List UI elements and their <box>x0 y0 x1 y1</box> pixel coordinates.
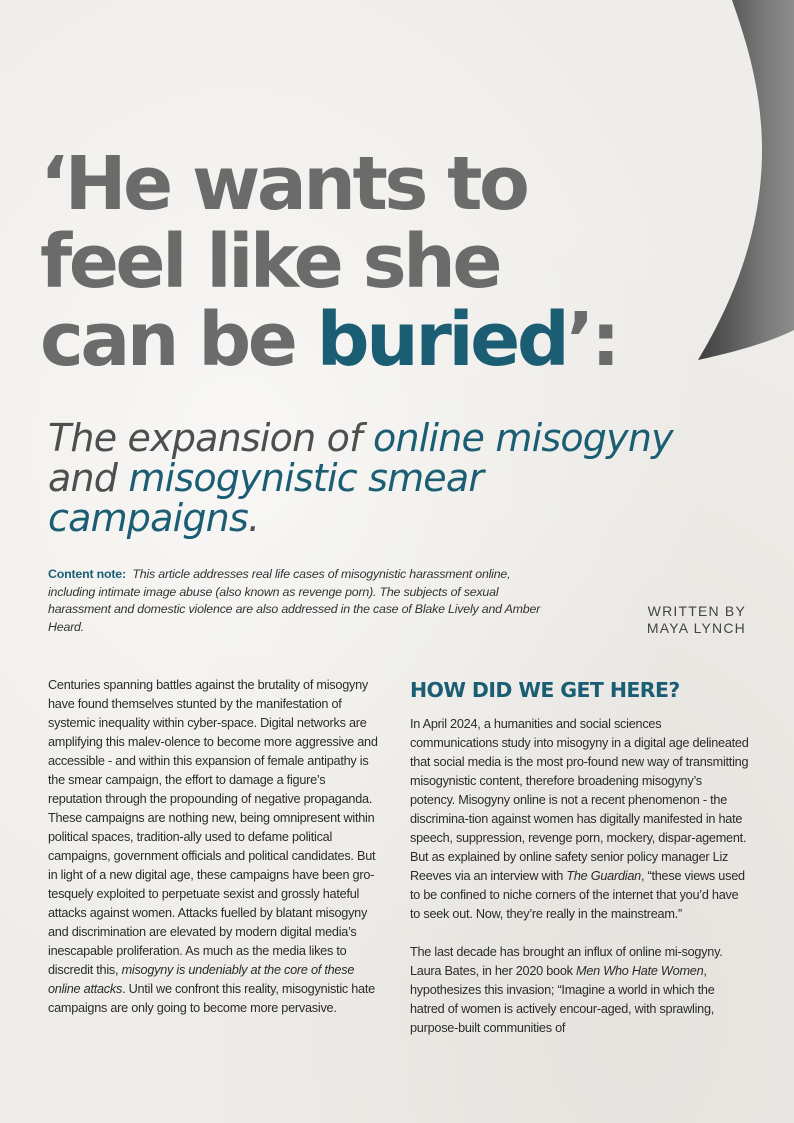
section-heading: HOW DID WE GET HERE? <box>410 678 680 702</box>
byline <box>647 603 746 637</box>
right-paragraph-1 <box>410 715 750 924</box>
headline <box>40 141 740 383</box>
left-column <box>48 676 378 1018</box>
content-note-text: This article addresses real life cases of misogynistic harassment online, including intimate image abuse (also known as revenge porn). The subjects of sexual harassment and domestic violence are also addressed in the case of Blake Lively and Amber Heard. <box>48 567 541 634</box>
headline-line-3 <box>40 297 740 383</box>
headline-line-1: ‘He wants to <box>40 141 527 227</box>
subheadline-accent-2: misogynistic smear campaigns <box>48 456 484 540</box>
right-paragraph-2 <box>410 943 750 1038</box>
subheadline <box>48 418 688 538</box>
right-paragraph-2-text: The last decade has brought an influx of online mi-sogyny. Laura Bates, in her 2020 book <box>410 945 723 978</box>
right-paragraph-1-end: , “these views used to be confined to niche corners of the internet that you’d have to seek out. Now, they’re really in the mainstream.” <box>410 869 745 921</box>
right-paragraph-2-end: , hypothesizes this invasion; “Imagine a world in which the hatred of women is actively encour-aged, with sprawling, purpose-built communities of <box>410 964 715 1035</box>
headline-line-2: feel like she <box>40 219 500 305</box>
headline-accent-word: buried <box>316 297 567 383</box>
left-paragraph-1-emphasis: misogyny is undeniably at the core of these online attacks <box>48 963 355 996</box>
right-paragraph-2-book-title: Men Who Hate Women <box>576 964 704 978</box>
right-column <box>410 676 750 1038</box>
right-paragraph-1-publication: The Guardian <box>566 869 641 883</box>
subheadline-part-2: and <box>48 456 129 500</box>
subheadline-part-1: The expansion of <box>48 416 373 460</box>
left-paragraph-1-end: . Until we confront this reality, misogynistic hate campaigns are only going to become more pervasive. <box>48 982 375 1015</box>
left-paragraph-1 <box>48 676 378 1018</box>
headline-line-3-start: can be <box>40 297 317 383</box>
right-paragraph-1-text: In April 2024, a humanities and social sciences communications study into misogyny in a digital age delineated that social media is the most pro-found new way of transmitting misogynistic content, therefore broadening misogyny’s potency. Misogyny online is not a recent phenomenon - the discrimina-tion against women has digitally manifested in hate speech, suppression, revenge porn, mockery, dispar-agement. But as explained by online safety senior policy manager Liz Reeves via an interview with <box>410 717 749 883</box>
headline-line-3-end: ’: <box>566 297 618 383</box>
content-note-label: Content note: <box>48 567 126 581</box>
byline-author: MAYA LYNCH <box>646 620 746 636</box>
content-note <box>48 566 548 636</box>
byline-written-by: WRITTEN BY <box>647 603 746 619</box>
subheadline-part-3: . <box>247 496 260 540</box>
left-paragraph-1-text: Centuries spanning battles against the brutality of misogyny have found themselves stunted by the manifestation of systemic inequality within cyber-space. Digital networks are amplifying this malev-olence to become more aggressive and accessible - and within this expansion of female antipathy is the smear campaign, the effort to damage a figure’s reputation through the propounding of negative propaganda. These campaigns are nothing new, being omnipresent within political spaces, tradition-ally used to defame political campaigns, government officials and political candidates. But in light of a new digital age, these campaigns have been gro-tesquely exploited to perpetuate sexist and grossly hateful attacks against women. Attacks fuelled by blatant misogyny and discrimination are elevated by modern digital media’s inescapable proliferation. As much as the media likes to discredit this, <box>48 678 378 977</box>
subheadline-accent-1: online misogyny <box>373 416 673 460</box>
